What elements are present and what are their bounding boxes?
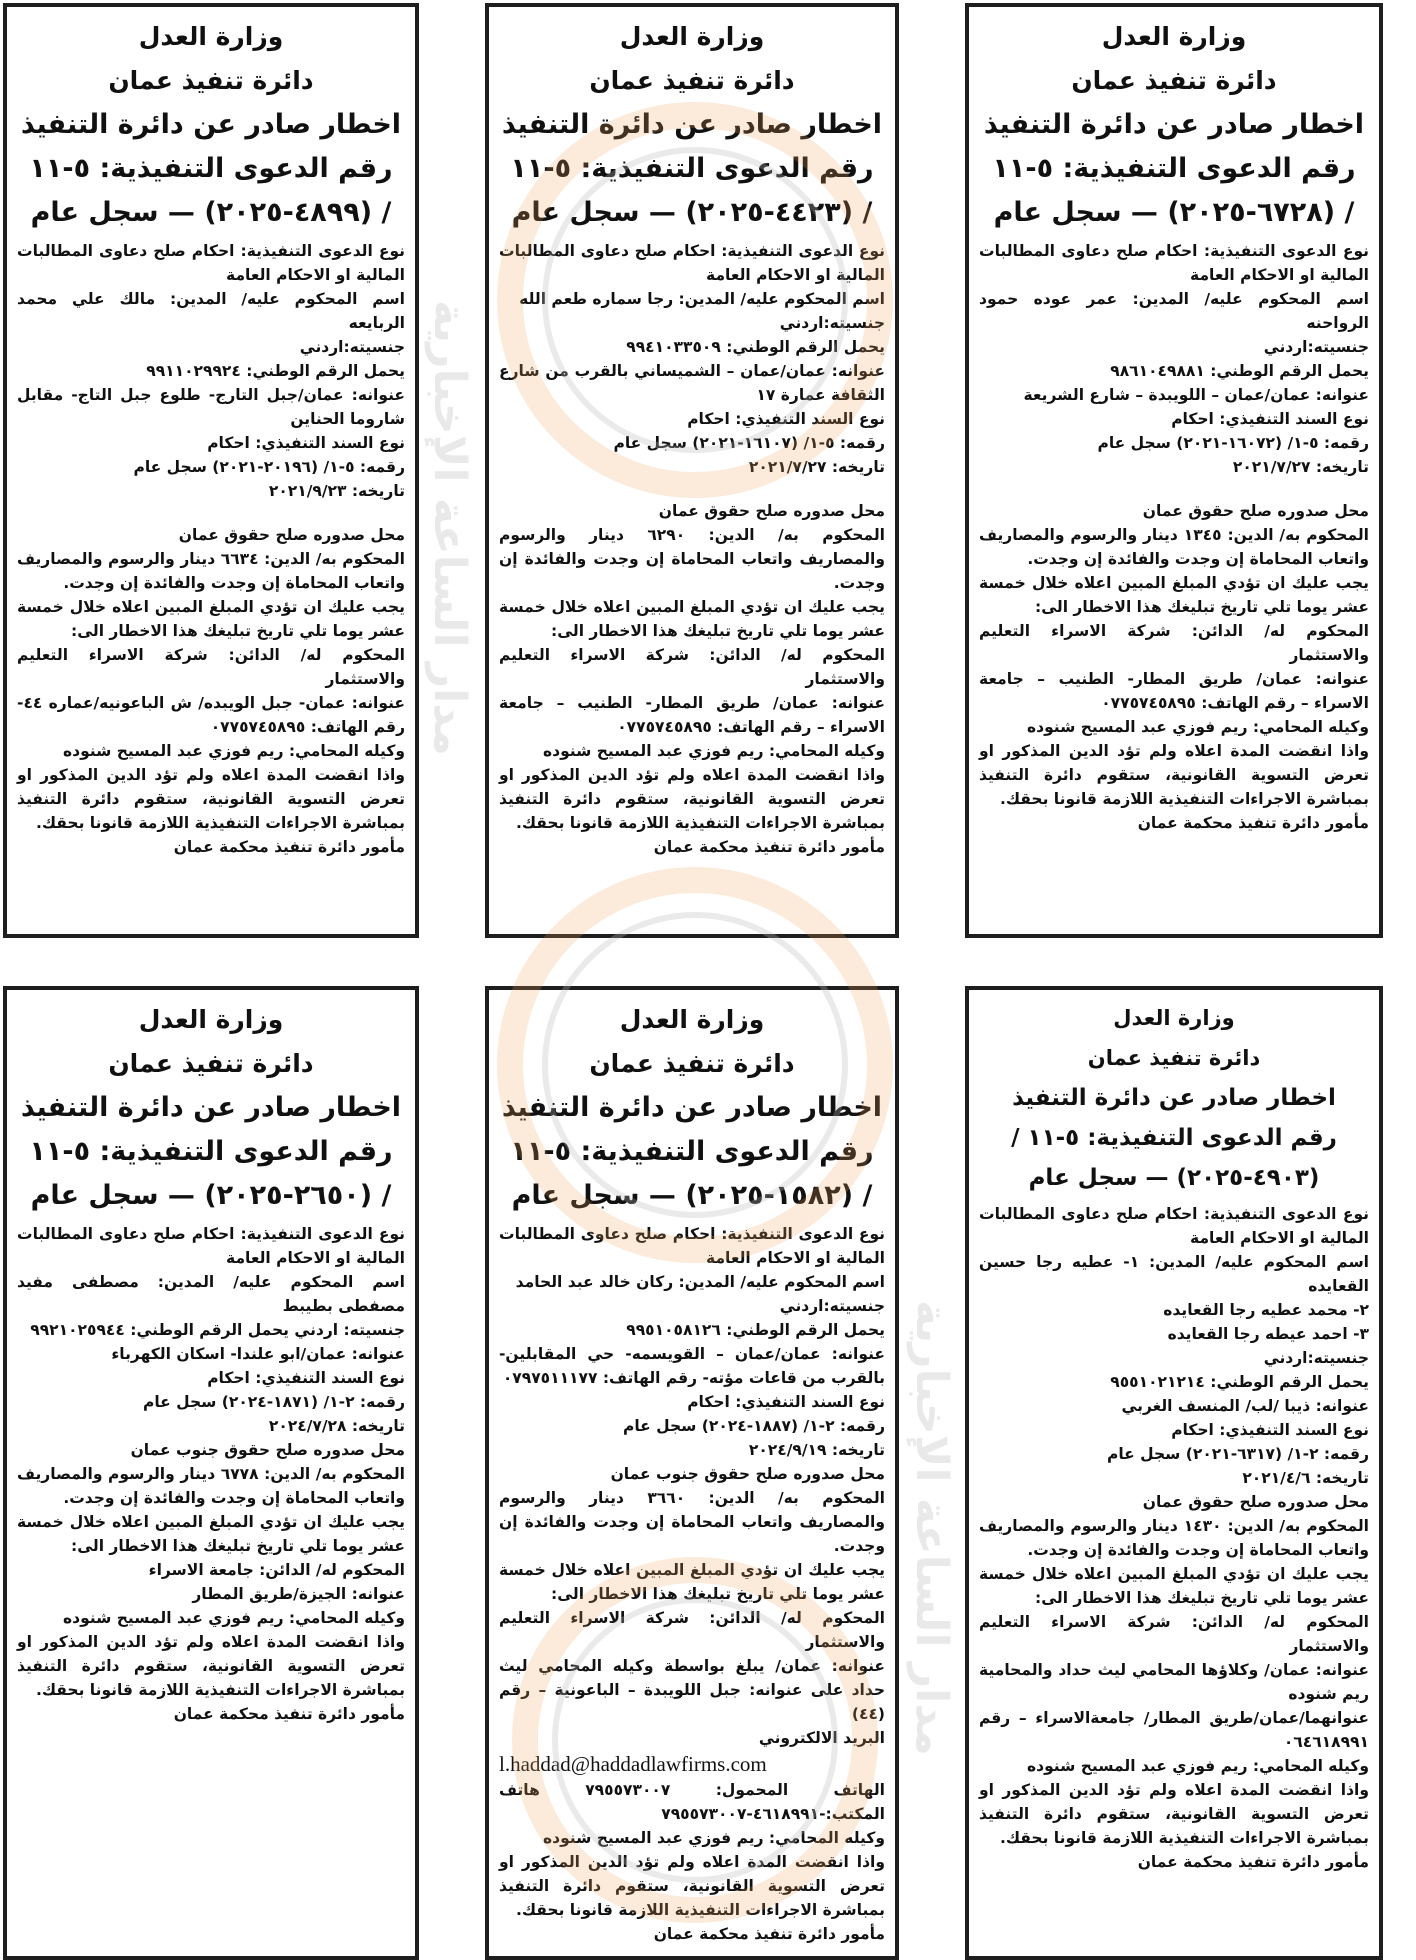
notice-paragraph: نوع الدعوى التنفيذية: احكام صلح دعاوى المطالبات المالية او الاحكام العامة (979, 1205, 1369, 1247)
case-register-line: / (١٥٨٢-٢٠٢٥) — سجل عام (511, 1180, 873, 1211)
notice-paragraph: مأمور دائرة تنفيذ محكمة عمان (653, 838, 885, 856)
notice-body (979, 1202, 1369, 1874)
notice-paragraph: مأمور دائرة تنفيذ محكمة عمان (653, 1925, 885, 1943)
notice-paragraph: نوع السند التنفيذي: احكام (1171, 1421, 1369, 1439)
notice-paragraph: تاريخه: ٢٠٢٤/٩/١٩ (748, 1441, 885, 1459)
notice-paragraph: مأمور دائرة تنفيذ محكمة عمان (173, 838, 405, 856)
ministry-heading: وزارة العدل (1101, 22, 1247, 51)
notice-paragraph: عنوانه: ذيبا /لب/ المنسف الغربي (1121, 1397, 1369, 1415)
notice-paragraph: يحمل الرقم الوطني: ٩٩٤١٠٣٣٥٠٩ (626, 338, 885, 356)
notice-paragraph: نوع الدعوى التنفيذية: احكام صلح دعاوى المطالبات المالية او الاحكام العامة (499, 1225, 885, 1267)
notice-paragraph: جنسيته:اردني (779, 314, 885, 332)
notice-header (979, 990, 1369, 1198)
notice-title: اخطار صادر عن دائرة التنفيذ (1012, 1085, 1336, 1111)
notice-paragraph: يجب عليك ان تؤدي المبلغ المبين اعلاه خلال خمسة عشر يوما تلي تاريخ تبليغك هذا الاخطار الى: (17, 598, 405, 640)
notice-panel (485, 986, 899, 1960)
notice-paragraph: يجب عليك ان تؤدي المبلغ المبين اعلاه خلال خمسة عشر يوما تلي تاريخ تبليغك هذا الاخطار الى: (499, 1561, 885, 1603)
notice-paragraph: رقمه: ٥-١/ (١٦١٠٧-٢٠٢١) سجل عام (613, 434, 885, 452)
ministry-heading: وزارة العدل (619, 1005, 765, 1034)
notice-paragraph: تاريخه: ٢٠٢١/٧/٢٧ (1232, 458, 1369, 476)
notice-paragraph: وكيله المحامي: ريم فوزي عبد المسيح شنوده (1026, 1757, 1369, 1775)
notice-paragraph: المحكوم به/ الدين: ٦٢٩٠ دينار والرسوم والمصاريف واتعاب المحاماة إن وجدت والفائدة إن وجدت. (499, 526, 885, 592)
notice-paragraph: عنوانه: عمان/جبل التارج- طلوع جبل التاج- مقابل شاروما الحناين (17, 386, 405, 428)
department-heading: دائرة تنفيذ عمان (589, 66, 795, 95)
notice-paragraph: نوع السند التنفيذي: احكام (207, 434, 405, 452)
notice-paragraph: مأمور دائرة تنفيذ محكمة عمان (1137, 814, 1369, 832)
notice-paragraph: المحكوم له/ الدائن: شركة الاسراء التعليم والاستثمار (17, 646, 405, 688)
department-heading: دائرة تنفيذ عمان (108, 1049, 314, 1078)
notice-paragraph: جنسيته:اردني (1263, 338, 1369, 356)
notice-paragraph: عنوانه: الجيزة/طريق المطار (192, 1585, 405, 1603)
ministry-heading: وزارة العدل (138, 1005, 284, 1034)
notice-paragraph: المحكوم له/ الدائن: جامعة الاسراء (148, 1561, 405, 1579)
notice-paragraph: يحمل الرقم الوطني: ٩٩١١٠٢٩٩٢٤ (146, 362, 405, 380)
case-register-line: / (٤٨٩٩-٢٠٢٥) — سجل عام (30, 197, 392, 228)
notice-paragraph: اسم المحكوم عليه/ المدين: ١- عطيه رجا حسين القعايده (979, 1253, 1369, 1295)
notice-paragraph: يجب عليك ان تؤدي المبلغ المبين اعلاه خلال خمسة عشر يوما تلي تاريخ تبليغك هذا الاخطار الى: (499, 598, 885, 640)
notice-paragraph: رقمه: ٥-١/ (١٦٠٧٢-٢٠٢١) سجل عام (1097, 434, 1369, 452)
notice-header (499, 7, 885, 235)
notice-paragraph: تاريخه: ٢٠٢٤/٧/٢٨ (268, 1417, 405, 1435)
notice-body (17, 1222, 405, 1726)
notice-paragraph: عنوانه: عمان/ طريق المطار- الطنيب – جامعة الاسراء – رقم الهاتف: ٠٧٧٥٧٤٥٨٩٥ (499, 694, 885, 736)
notice-paragraph: اسم المحكوم عليه/ المدين: مصطفى مفيد مصفطى بطيبط (17, 1273, 405, 1315)
notice-paragraph: عنوانه: عمان/ يبلغ بواسطة وكيله المحامي ليث حداد على عنوانه: جبل اللويبدة – الباعونية – رقم (٤٤) (499, 1657, 885, 1723)
notice-paragraph: وكيله المحامي: ريم فوزي عبد المسيح شنوده (542, 1829, 885, 1847)
notice-paragraph: وكيله المحامي: ريم فوزي عبد المسيح شنوده (1026, 718, 1369, 736)
notice-paragraph: المحكوم به/ الدين: ٦٧٧٨ دينار والرسوم والمصاريف واتعاب المحاماة إن وجدت والفائدة إن وجدت. (17, 1465, 405, 1507)
notice-paragraph: عنوانهما/عمان/طريق المطار/ جامعةالاسراء – رقم ٠٦٤٦١٨٩٩١ (979, 1709, 1369, 1751)
notice-paragraph: واذا انقضت المدة اعلاه ولم تؤد الدين المذكور او تعرض التسوية القانونية، ستقوم دائرة التنفيذ بمباشرة الاجراءات التنفيذية اللازمة قانونا بحقك. (979, 742, 1369, 808)
notice-paragraph: البريد الالكتروني (758, 1729, 885, 1747)
notice-paragraph: جنسيته: اردني يحمل الرقم الوطني: ٩٩٢١٠٢٥٩٤٤ (30, 1321, 405, 1339)
ministry-heading: وزارة العدل (138, 22, 284, 51)
case-register-line: / (٦٧٢٨-٢٠٢٥) — سجل عام (993, 197, 1355, 228)
notice-paragraph: عنوانه: عمان/ طريق المطار- الطنيب – جامعة الاسراء – رقم الهاتف: ٠٧٧٥٧٤٥٨٩٥ (979, 670, 1369, 712)
notice-paragraph: يحمل الرقم الوطني: ٩٩٥١٠٥٨١٢٦ (626, 1321, 885, 1339)
department-heading: دائرة تنفيذ عمان (1071, 66, 1277, 95)
notice-header (979, 7, 1369, 235)
notice-paragraph: رقمه: ٢-١/ (٦٣١٧-٢٠٢١) سجل عام (1106, 1445, 1369, 1463)
notice-paragraph: المحكوم به/ الدين: ١٤٣٠ دينار والرسوم والمصاريف واتعاب المحاماة إن وجدت والفائدة إن وجدت. (979, 1517, 1369, 1559)
notice-paragraph: جنسيته:اردني (1263, 1349, 1369, 1367)
notice-body (499, 1222, 885, 1946)
notice-paragraph: اسم المحكوم عليه/ المدين: عمر عوده حمود الرواحنه (979, 290, 1369, 332)
notice-paragraph: نوع السند التنفيذي: احكام (207, 1369, 405, 1387)
notice-paragraph: واذا انقضت المدة اعلاه ولم تؤد الدين المذكور او تعرض التسوية القانونية، ستقوم دائرة التنفيذ بمباشرة الاجراءات التنفيذية اللازمة قانونا بحقك. (499, 1853, 885, 1919)
notice-paragraph: عنوانه: عمان/عمان – اللويبدة – شارع الشريعة (1023, 386, 1369, 404)
notice-paragraph: تاريخه: ٢٠٢١/٧/٢٧ (748, 458, 885, 476)
notice-title: اخطار صادر عن دائرة التنفيذ (983, 109, 1365, 140)
notice-paragraph: اسم المحكوم عليه/ المدين: مالك علي محمد الربايعه (17, 290, 405, 332)
notice-paragraph: جنسيته:اردني (299, 338, 405, 356)
case-number-line: رقم الدعوى التنفيذية: ٥-١١ (992, 153, 1356, 184)
notice-paragraph: يجب عليك ان تؤدي المبلغ المبين اعلاه خلال خمسة عشر يوما تلي تاريخ تبليغك هذا الاخطار الى: (17, 1513, 405, 1555)
notice-paragraph: المحكوم له/ الدائن: شركة الاسراء التعليم والاستثمار (979, 622, 1369, 664)
notice-paragraph: تاريخه: ٢٠٢١/٩/٢٣ (268, 482, 405, 500)
notice-paragraph: نوع الدعوى التنفيذية: احكام صلح دعاوى المطالبات المالية او الاحكام العامة (17, 242, 405, 284)
notice-paragraph: ٢- محمد عطيه رجا القعايده (1163, 1301, 1369, 1319)
notice-paragraph: نوع السند التنفيذي: احكام (687, 410, 885, 428)
notice-paragraph: نوع السند التنفيذي: احكام (1171, 410, 1369, 428)
notice-body (17, 239, 405, 859)
notice-paragraph: رقمه: ٥-١/ (٢٠١٩٦-٢٠٢١) سجل عام (133, 458, 405, 476)
notice-paragraph: عنوانه: عمان- جبل الويبده/ ش الباعونيه/عماره ٤٤- رقم الهاتف: ٠٧٧٥٧٤٥٨٩٥ (17, 694, 405, 736)
notice-paragraph: اسم المحكوم عليه/ المدين: ركان خالد عبد الحامد (515, 1273, 885, 1291)
case-number-line: رقم الدعوى التنفيذية: ٥-١١ (510, 153, 874, 184)
notice-paragraph: يحمل الرقم الوطني: ٩٨٦١٠٤٩٨٨١ (1110, 362, 1369, 380)
notice-paragraph: يحمل الرقم الوطني: ٩٥٥١٠٢١٢١٤ (1110, 1373, 1369, 1391)
notice-title: اخطار صادر عن دائرة التنفيذ (501, 109, 883, 140)
notice-paragraph: تاريخه: ٢٠٢١/٤/٦ (1242, 1469, 1369, 1487)
notice-paragraph: وكيله المحامي: ريم فوزي عبد المسيح شنوده (62, 742, 405, 760)
notice-paragraph: المحكوم له/ الدائن: شركة الاسراء التعليم والاستثمار (499, 1609, 885, 1651)
notice-paragraph: نوع الدعوى التنفيذية: احكام صلح دعاوى المطالبات المالية او الاحكام العامة (979, 242, 1369, 284)
notice-paragraph: المحكوم به/ الدين: ١٣٤٥ دينار والرسوم والمصاريف واتعاب المحاماة إن وجدت والفائدة إن وجدت. (979, 526, 1369, 568)
case-register-line: / (٢٦٥٠-٢٠٢٥) — سجل عام (30, 1180, 392, 1211)
notice-paragraph: المحكوم به/ الدين: ٦٦٣٤ دينار والرسوم والمصاريف واتعاب المحاماة إن وجدت والفائدة إن وجدت. (17, 550, 405, 592)
ministry-heading: وزارة العدل (619, 22, 765, 51)
notice-paragraph: المحكوم له/ الدائن: شركة الاسراء التعليم والاستثمار (979, 1613, 1369, 1655)
notice-panel (965, 3, 1383, 938)
notice-paragraph: رقمه: ٢-١/ (١٨٨٧-٢٠٢٤) سجل عام (622, 1417, 885, 1435)
notice-paragraph: محل صدوره صلح حقوق جنوب عمان (610, 1465, 885, 1483)
notice-panel (3, 986, 419, 1960)
notice-panel (3, 3, 419, 938)
notice-paragraph: يجب عليك ان تؤدي المبلغ المبين اعلاه خلال خمسة عشر يوما تلي تاريخ تبليغك هذا الاخطار الى: (979, 574, 1369, 616)
department-heading: دائرة تنفيذ عمان (1087, 1046, 1261, 1070)
email-address: l.haddad@haddadlawfirms.com (499, 1752, 767, 1776)
notice-paragraph: واذا انقضت المدة اعلاه ولم تؤد الدين المذكور او تعرض التسوية القانونية، ستقوم دائرة التنفيذ بمباشرة الاجراءات التنفيذية اللازمة قانونا بحقك. (17, 766, 405, 832)
case-number-line: رقم الدعوى التنفيذية: ٥-١١ / (1011, 1125, 1337, 1151)
notice-paragraph: محل صدوره صلح حقوق جنوب عمان (130, 1441, 405, 1459)
notice-body (979, 239, 1369, 835)
notice-paragraph: جنسيته:اردني (779, 1297, 885, 1315)
notice-header (17, 990, 405, 1218)
notice-title: اخطار صادر عن دائرة التنفيذ (20, 109, 402, 140)
watermark-logo-text: مدار الساعة الإخبارية (424, 300, 475, 756)
notice-paragraph: نوع السند التنفيذي: احكام (687, 1393, 885, 1411)
notice-paragraph: محل صدوره صلح حقوق عمان (1142, 502, 1369, 520)
case-register-line: (٤٩٠٣-٢٠٢٥) — سجل عام (1028, 1165, 1320, 1191)
notice-paragraph: نوع الدعوى التنفيذية: احكام صلح دعاوى المطالبات المالية او الاحكام العامة (499, 242, 885, 284)
notice-paragraph: رقمه: ٢-١/ (١٨٧١-٢٠٢٤) سجل عام (142, 1393, 405, 1411)
notice-paragraph: محل صدوره صلح حقوق عمان (1142, 1493, 1369, 1511)
case-number-line: رقم الدعوى التنفيذية: ٥-١١ (29, 153, 393, 184)
notice-paragraph: نوع الدعوى التنفيذية: احكام صلح دعاوى المطالبات المالية او الاحكام العامة (17, 1225, 405, 1267)
notice-paragraph: وكيله المحامي: ريم فوزي عبد المسيح شنوده (62, 1609, 405, 1627)
notice-paragraph: عنوانه: عمان/ابو علندا- اسكان الكهرباء (111, 1345, 405, 1363)
notice-paragraph: ٣- احمد عيطه رجا القعايده (1167, 1325, 1369, 1343)
notice-paragraph: مأمور دائرة تنفيذ محكمة عمان (1137, 1853, 1369, 1871)
notice-paragraph: واذا انقضت المدة اعلاه ولم تؤد الدين المذكور او تعرض التسوية القانونية، ستقوم دائرة التنفيذ بمباشرة الاجراءات التنفيذية اللازمة قانونا بحقك. (499, 766, 885, 832)
notice-paragraph: اسم المحكوم عليه/ المدين: رجا سماره طعم الله (519, 290, 885, 308)
notice-paragraph: مأمور دائرة تنفيذ محكمة عمان (173, 1705, 405, 1723)
notice-panel (965, 986, 1383, 1960)
notice-paragraph: المحكوم له/ الدائن: شركة الاسراء التعليم والاستثمار (499, 646, 885, 688)
ministry-heading: وزارة العدل (1113, 1006, 1235, 1030)
notice-paragraph: المحكوم به/ الدين: ٣٦٦٠ دينار والرسوم والمصاريف واتعاب المحاماة إن وجدت والفائدة إن وجدت. (499, 1489, 885, 1555)
notice-paragraph: عنوانه: عمان/عمان – القويسمه- حي المقابلين- بالقرب من قاعات مؤته- رقم الهاتف: ٠٧٩٧٥١١١٧٧ (499, 1345, 885, 1387)
notice-paragraph: واذا انقضت المدة اعلاه ولم تؤد الدين المذكور او تعرض التسوية القانونية، ستقوم دائرة التنفيذ بمباشرة الاجراءات التنفيذية اللازمة قانونا بحقك. (979, 1781, 1369, 1847)
department-heading: دائرة تنفيذ عمان (108, 66, 314, 95)
department-heading: دائرة تنفيذ عمان (589, 1049, 795, 1078)
notice-title: اخطار صادر عن دائرة التنفيذ (501, 1092, 883, 1123)
notice-title: اخطار صادر عن دائرة التنفيذ (20, 1092, 402, 1123)
case-number-line: رقم الدعوى التنفيذية: ٥-١١ (29, 1136, 393, 1167)
notice-body (499, 239, 885, 859)
watermark-logo-text: مدار الساعة الإخبارية (906, 1300, 957, 1756)
case-register-line: / (٤٤٢٣-٢٠٢٥) — سجل عام (511, 197, 873, 228)
notice-panel (485, 3, 899, 938)
notice-paragraph: الهاتف المحمول: ٧٩٥٥٧٣٠٠٧ هاتف المكتب:-٤٦١٨٩٩١-٧٩٥٥٧٣٠٠٧ (499, 1781, 885, 1823)
notice-paragraph: يجب عليك ان تؤدي المبلغ المبين اعلاه خلال خمسة عشر يوما تلي تاريخ تبليغك هذا الاخطار الى: (979, 1565, 1369, 1607)
notice-paragraph: واذا انقضت المدة اعلاه ولم تؤد الدين المذكور او تعرض التسوية القانونية، ستقوم دائرة التنفيذ بمباشرة الاجراءات التنفيذية اللازمة قانونا بحقك. (17, 1633, 405, 1699)
case-number-line: رقم الدعوى التنفيذية: ٥-١١ (510, 1136, 874, 1167)
notice-paragraph: محل صدوره صلح حقوق عمان (178, 526, 405, 544)
notice-header (499, 990, 885, 1218)
notice-paragraph: عنوانه: عمان/ وكلاؤها المحامي ليث حداد والمحامية ريم شنوده (979, 1661, 1369, 1703)
notice-paragraph: وكيله المحامي: ريم فوزي عبد المسيح شنوده (542, 742, 885, 760)
notice-paragraph: محل صدوره صلح حقوق عمان (658, 502, 885, 520)
notice-paragraph: عنوانه: عمان/عمان – الشميساني بالقرب من شارع الثقافة عمارة ١٧ (499, 362, 885, 404)
notice-header (17, 7, 405, 235)
